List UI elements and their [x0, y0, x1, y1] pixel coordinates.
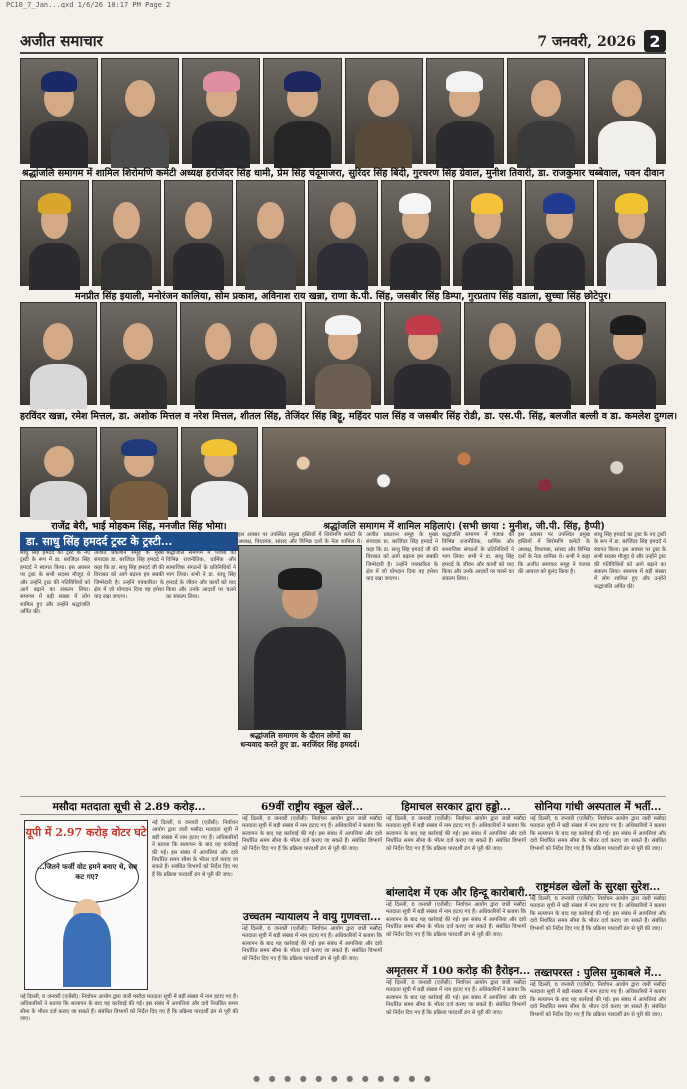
photo — [20, 302, 97, 405]
article-column: साधु सिंह हमदर्द का ट्रस्ट के नए ट्रस्टी के रूप में डा. बरजिंदर सिंह हमदर्द ने स्वागत किया। इस अवसर पर ट्रस्ट के सभी सदस्य मौजूद थे और उन्होंने ट्रस्ट की गतिविधियों को आगे बढ़ाने का संकल्प लिया। समागम में बड़ी संख्या में लोग शामिल हुए और उन्होंने श्रद्धांजलि अर्पित की। — [20, 550, 90, 616]
photo — [308, 180, 377, 286]
headline-himachal: हिमाचल सरकार द्वारा हड्डो... — [386, 800, 526, 815]
paper-name: अजीत समाचार — [20, 32, 103, 50]
article-column: नई दिल्ली, 6 जनवरी (एजेंसी): निर्वाचन आयोग द्वारा जारी मसौदा मतदाता सूची में बड़ी संख्या में नाम हटाए गए हैं। अधिकारियों ने बताया कि सत्यापन के बाद यह कार्रवाई की गई। इस संबंध में आपत्तियां और दावे निर्धारित समय सीमा के भीतर दर्ज कराए जा सकते हैं। संबंधित विभागों को निर्देश दिए गए हैं कि प्रक्रिया पारदर्शी ढंग से पूरी की जाए। — [530, 982, 666, 1018]
photo — [453, 180, 522, 286]
cartoon — [24, 820, 148, 990]
article-column: अजीत प्रकाशन समूह के मुख्य संपादक डा. बरजिंदर सिंह हमदर्द ने कहा कि डा. साधु सिंह हमदर्द जी की विरासत को आगे बढ़ाना हम सबकी जिम्मेदारी है। उन्होंने पत्रकारिता के क्षेत्र में जो योगदान दिया वह हमेशा याद रखा जाएगा। — [94, 550, 164, 601]
photo-row-3 — [20, 302, 666, 405]
article-column: नई दिल्ली, 6 जनवरी (एजेंसी): निर्वाचन आयोग द्वारा जारी मसौदा मतदाता सूची में बड़ी संख्या में नाम हटाए गए हैं। अधिकारियों ने बताया कि सत्यापन के बाद यह कार्रवाई की गई। इस संबंध में आपत्तियां और दावे निर्धारित समय सीमा के भीतर दर्ज कराए जा सकते हैं। संबंधित विभागों को निर्देश दिए गए हैं कि प्रक्रिया पारदर्शी ढंग से पूरी की जाए। — [386, 816, 526, 852]
cartoon-title: यूपी में 2.97 करोड़ वोटर घटे — [25, 826, 147, 839]
photo-caption: श्रद्धांजलि समागम में शामिल महिलाएं। (सभी छाया : मुनीश, जी.पी. सिंह, हैप्पी) — [323, 521, 605, 532]
photo — [20, 58, 98, 164]
photo — [20, 180, 89, 286]
photo — [180, 302, 302, 405]
photo — [236, 180, 305, 286]
divider — [20, 796, 666, 797]
article-column: नई दिल्ली, 6 जनवरी (एजेंसी): निर्वाचन आयोग द्वारा जारी मसौदा मतदाता सूची में बड़ी संख्या में नाम हटाए गए हैं। अधिकारियों ने बताया कि सत्यापन के बाद यह कार्रवाई की गई। इस संबंध में आपत्तियां और दावे निर्धारित समय सीमा के भीतर दर्ज कराए जा सकते हैं। संबंधित विभागों को निर्देश दिए गए हैं कि प्रक्रिया पारदर्शी ढंग से पूरी की जाए। — [386, 980, 526, 1016]
photo — [20, 427, 97, 517]
photo — [263, 58, 341, 164]
photo-caption: हरविंदर खन्ना, रमेश मित्तल, डा. अशोक मित्तल व नरेश मित्तल, शीतल सिंह, तेजिंदर सिंह बिट्टू, महिंदर पाल सिंह व जसबीर सिंह रोडी, डा. एस.पी. सिंह, बलजीत बल्ली व डा. कमलेश दुग्गल। — [20, 411, 678, 422]
photo — [507, 58, 585, 164]
headline-voter-list: मसौदा मतदाता सूची से 2.89 करोड़... — [20, 800, 238, 815]
article-column: नई दिल्ली, 6 जनवरी (एजेंसी): निर्वाचन आयोग द्वारा जारी मसौदा मतदाता सूची में बड़ी संख्या में नाम हटाए गए हैं। अधिकारियों ने बताया कि सत्यापन के बाद यह कार्रवाई की गई। इस संबंध में आपत्तियां और दावे निर्धारित समय सीमा के भीतर दर्ज कराए जा सकते हैं। संबंधित विभागों को निर्देश दिए गए हैं कि प्रक्रिया पारदर्शी ढंग से पूरी की जाए। — [242, 816, 382, 852]
article-column: नई दिल्ली, 6 जनवरी (एजेंसी): निर्वाचन आयोग द्वारा जारी मसौदा मतदाता सूची में बड़ी संख्या में नाम हटाए गए हैं। अधिकारियों ने बताया कि सत्यापन के बाद यह कार्रवाई की गई। इस संबंध में आपत्तियां और दावे निर्धारित समय सीमा के भीतर दर्ज कराए जा सकते हैं। संबंधित विभागों को निर्देश दिए गए हैं कि प्रक्रिया पारदर्शी ढंग से पूरी की जाए। — [242, 926, 382, 962]
crowd-photo — [262, 427, 666, 517]
article-column: नई दिल्ली, 6 जनवरी (एजेंसी): निर्वाचन आयोग द्वारा जारी मसौदा मतदाता सूची में बड़ी संख्या में नाम हटाए गए हैं। अधिकारियों ने बताया कि सत्यापन के बाद यह कार्रवाई की गई। इस संबंध में आपत्तियां और दावे निर्धारित समय सीमा के भीतर दर्ज कराए जा सकते हैं। संबंधित विभागों को निर्देश दिए गए हैं कि प्रक्रिया पारदर्शी ढंग से पूरी की जाए। — [20, 994, 238, 1023]
page-number: 2 — [644, 30, 666, 52]
cartoon-figure — [63, 913, 111, 987]
article-column: अजीत प्रकाशन समूह के मुख्य संपादक डा. बरजिंदर सिंह हमदर्द ने कहा कि डा. साधु सिंह हमदर्द जी की विरासत को आगे बढ़ाना हम सबकी जिम्मेदारी है। उन्होंने पत्रकारिता के क्षेत्र में जो योगदान दिया वह हमेशा याद रखा जाएगा। — [366, 532, 438, 583]
photo-row-1 — [20, 58, 666, 164]
photo-caption: श्रद्धांजलि समागम के दौरान लोगों का धन्यवाद करते हुए डा. बरजिंदर सिंह हमदर्द। — [240, 731, 360, 749]
article-column: नई दिल्ली, 6 जनवरी (एजेंसी): निर्वाचन आयोग द्वारा जारी मसौदा मतदाता सूची में बड़ी संख्या में नाम हटाए गए हैं। अधिकारियों ने बताया कि सत्यापन के बाद यह कार्रवाई की गई। इस संबंध में आपत्तियां और दावे निर्धारित समय सीमा के भीतर दर्ज कराए जा सकते हैं। संबंधित विभागों को निर्देश दिए गए हैं कि प्रक्रिया पारदर्शी ढंग से पूरी की जाए। — [152, 820, 238, 878]
headline-national-games: राष्ट्रमंडल खेलों के सुरक्षा सुरेश... — [530, 880, 666, 895]
photo — [426, 58, 504, 164]
photo-row-4 — [20, 427, 258, 517]
article-column: नई दिल्ली, 6 जनवरी (एजेंसी): निर्वाचन आयोग द्वारा जारी मसौदा मतदाता सूची में बड़ी संख्या में नाम हटाए गए हैं। अधिकारियों ने बताया कि सत्यापन के बाद यह कार्रवाई की गई। इस संबंध में आपत्तियां और दावे निर्धारित समय सीमा के भीतर दर्ज कराए जा सकते हैं। संबंधित विभागों को निर्देश दिए गए हैं कि प्रक्रिया पारदर्शी ढंग से पूरी की जाए। — [530, 896, 666, 932]
photo — [597, 180, 666, 286]
headline-amritsar: अमृतसर में 100 करोड़ की हैरोइन... — [386, 965, 531, 977]
photo — [525, 180, 594, 286]
article-column: श्रद्धांजलि समागम में पंजाब की विभिन्न राजनीतिक, धार्मिक और सामाजिक संगठनों के प्रतिनिधियों ने भाग लिया। सभी ने डा. साधु सिंह हमदर्द के जीवन और कार्यों को याद किया और उनके आदर्शों पर चलने का संकल्प लिया। — [442, 532, 514, 583]
photo — [384, 302, 461, 405]
issue-date: 7 जनवरी, 2026 — [537, 33, 636, 50]
article-column: नई दिल्ली, 6 जनवरी (एजेंसी): निर्वाचन आयोग द्वारा जारी मसौदा मतदाता सूची में बड़ी संख्या में नाम हटाए गए हैं। अधिकारियों ने बताया कि सत्यापन के बाद यह कार्रवाई की गई। इस संबंध में आपत्तियां और दावे निर्धारित समय सीमा के भीतर दर्ज कराए जा सकते हैं। संबंधित विभागों को निर्देश दिए गए हैं कि प्रक्रिया पारदर्शी ढंग से पूरी की जाए। — [386, 902, 526, 938]
article-column: साधु सिंह हमदर्द का ट्रस्ट के नए ट्रस्टी के रूप में डा. बरजिंदर सिंह हमदर्द ने स्वागत किया। इस अवसर पर ट्रस्ट के सभी सदस्य मौजूद थे और उन्होंने ट्रस्ट की गतिविधियों को आगे बढ़ाने का संकल्प लिया। समागम में बड़ी संख्या में लोग शामिल हुए और उन्होंने श्रद्धांजलि अर्पित की। — [594, 532, 666, 590]
headline-school-games: 69वीं राष्ट्रीय स्कूल खेलें... — [242, 800, 382, 815]
photo — [100, 302, 177, 405]
photo-caption: मनप्रीत सिंह इयाली, मनोरंजन कालिया, सोम प्रकाश, अविनाश राय खन्ना, राणा के.पी. सिंह, जसबीर सिंह डिम्पा, गुरप्रताप सिंह वडाला, सुच्चा सिंह छोटेपुर। — [75, 291, 611, 302]
masthead — [20, 30, 666, 54]
headline-lead: डा. साधु सिंह हमदर्द ट्रस्ट के ट्रस्टी... — [20, 532, 238, 551]
headline-court: उच्चतम न्यायालय ने वायु गुणवत्ता... — [243, 911, 381, 923]
headline-bangladesh: बांग्लादेश में एक और हिन्दू कारोबारी... — [386, 887, 536, 899]
photo — [345, 58, 423, 164]
article-column: श्रद्धांजलि समागम में पंजाब की विभिन्न राजनीतिक, धार्मिक और सामाजिक संगठनों के प्रतिनिधियों ने भाग लिया। सभी ने डा. साधु सिंह हमदर्द के जीवन और कार्यों को याद किया और उनके आदर्शों पर चलने का संकल्प लिया। — [166, 550, 236, 601]
article-column: इस अवसर पर उपस्थित प्रमुख हस्तियों में शिरोमणि कमेटी के अध्यक्ष, विधायक, सांसद और विभिन्न दलों के नेता शामिल थे। सभी ने कहा कि अजीत समाचार समूह ने पंजाब की आवाज को बुलंद किया है। — [518, 532, 590, 576]
photo — [92, 180, 161, 286]
photo — [588, 58, 666, 164]
headline-police: तख्तपरस्त : पुलिस मुकाबले में... — [530, 966, 666, 981]
photo-caption: राजेंद्र बेरी, भाई मोहकम सिंह, मनजीत सिंह भोमा। — [51, 521, 227, 532]
photo-row-2 — [20, 180, 666, 286]
print-slug: PC10_7_Jan...qxd 1/6/26 10:17 PM Page 2 — [6, 1, 171, 9]
photo — [101, 58, 179, 164]
article-column: इस अवसर पर उपस्थित प्रमुख हस्तियों में शिरोमणि कमेटी के अध्यक्ष, विधायक, सांसद और विभिन्न दलों के नेता शामिल थे। — [238, 532, 362, 546]
photo — [182, 58, 260, 164]
registration-marks: ● ● ● ● ● ● ● ● ● ● ● ● — [253, 1074, 434, 1083]
photo-caption: श्रद्धांजलि समागम में शामिल शिरोमणि कमेटी अध्यक्ष हरजिंदर सिंह धामी, प्रेम सिंह चंदूमाजरा, सुरिंदर सिंह बिंदी, गुरचरण सिंह ग्रेवाल, मुनीश तिवारी, डा. राजकुमार चब्बेवाल, पवन दीवान — [21, 168, 665, 179]
photo — [589, 302, 666, 405]
article-column: नई दिल्ली, 6 जनवरी (एजेंसी): निर्वाचन आयोग द्वारा जारी मसौदा मतदाता सूची में बड़ी संख्या में नाम हटाए गए हैं। अधिकारियों ने बताया कि सत्यापन के बाद यह कार्रवाई की गई। इस संबंध में आपत्तियां और दावे निर्धारित समय सीमा के भीतर दर्ज कराए जा सकते हैं। संबंधित विभागों को निर्देश दिए गए हैं कि प्रक्रिया पारदर्शी ढंग से पूरी की जाए। — [530, 816, 666, 852]
photo — [100, 427, 177, 517]
photo — [164, 180, 233, 286]
photo — [181, 427, 258, 517]
headline-sonia: सोनिया गांधी अस्पताल में भर्ती... — [530, 800, 666, 815]
photo — [381, 180, 450, 286]
speaker-photo — [238, 545, 362, 730]
photo — [305, 302, 382, 405]
speech-bubble: ...जितने फर्जी वोट हमने बनाए थे, सब कट गए? — [35, 851, 139, 903]
photo — [464, 302, 586, 405]
